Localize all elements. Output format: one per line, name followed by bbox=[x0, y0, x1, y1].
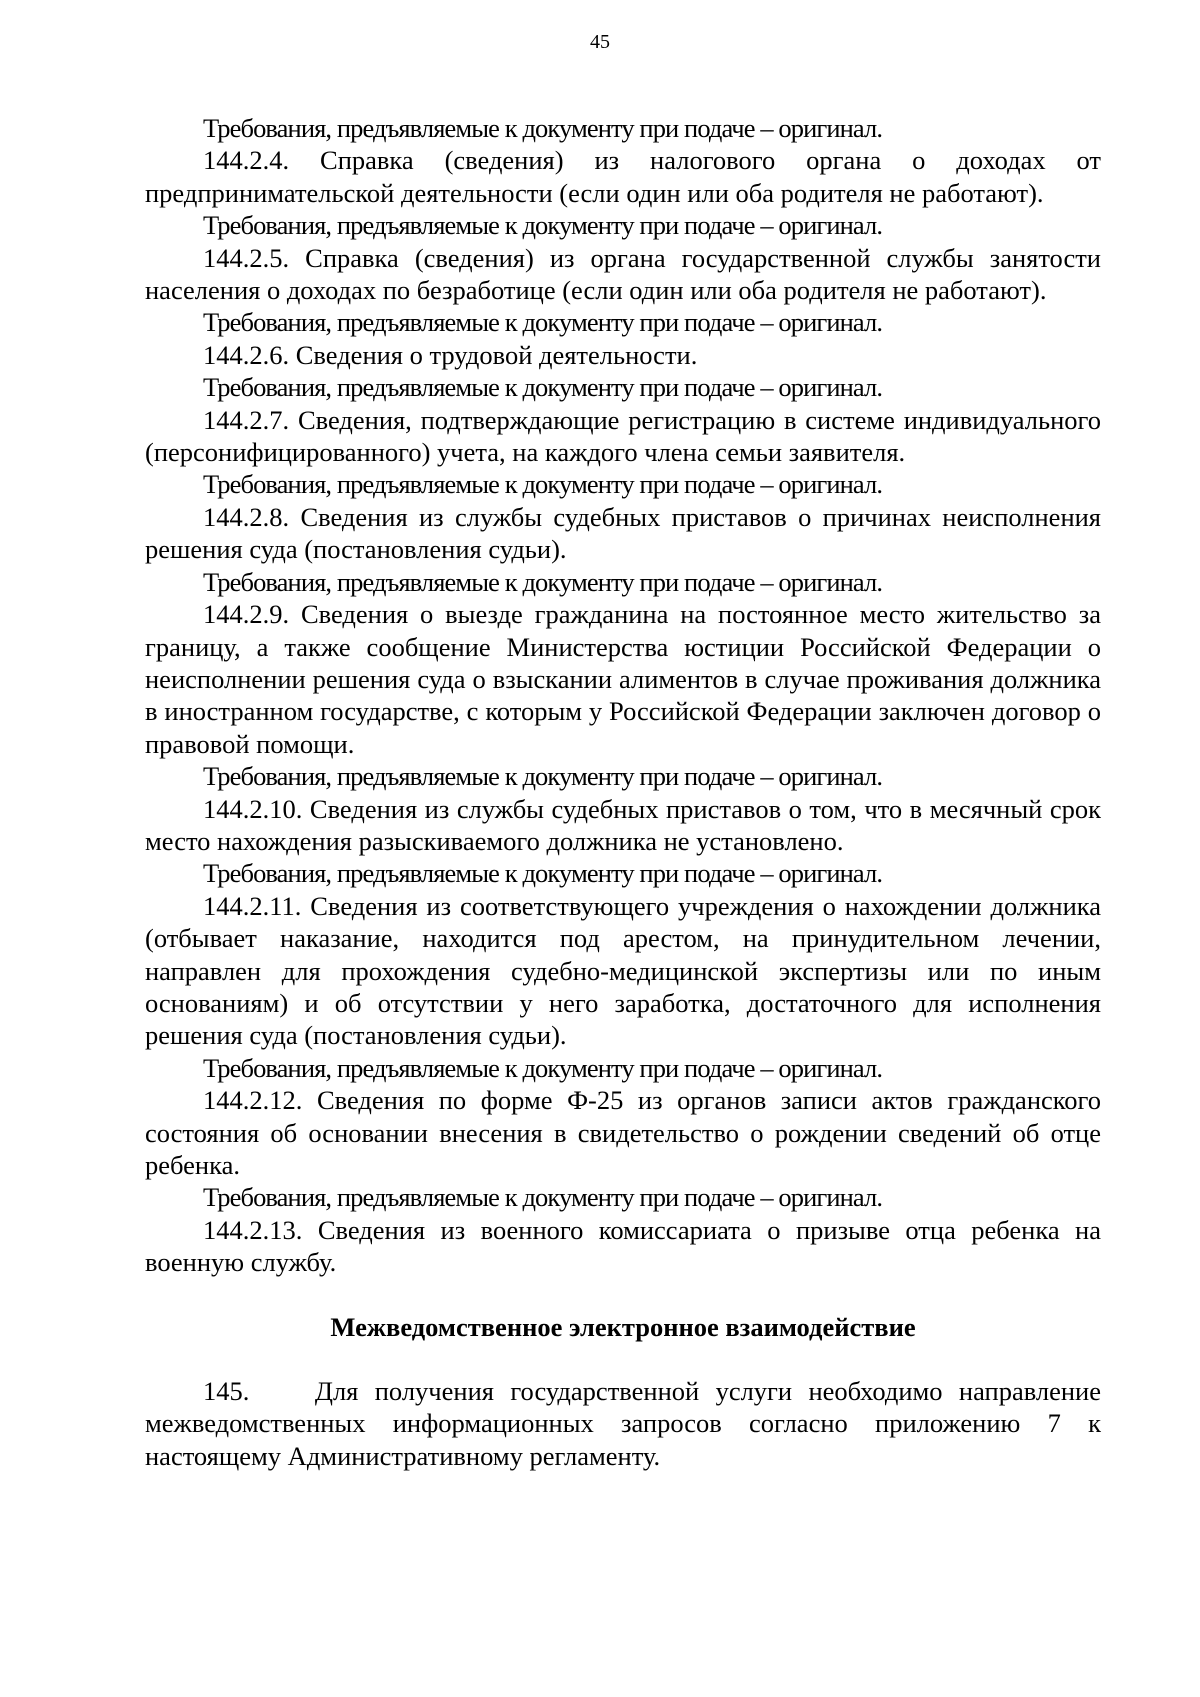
document-paragraph: 144.2.6. Сведения о трудовой деятельности. bbox=[203, 339, 698, 370]
document-paragraph: 144.2.4. Справка (сведения) из налогового органа о доходах от предпринимательской деятельности (если один или оба родителя не работают). bbox=[145, 145, 1101, 208]
requirement-line: Требования, предъявляемые к документу при подаче – оригинал. bbox=[203, 1182, 883, 1213]
document-paragraph: 144.2.5. Справка (сведения) из органа государственной службы занятости населения о доходах по безработице (если один или оба родителя не работают). bbox=[145, 242, 1101, 306]
document-body bbox=[145, 112, 1108, 1472]
page-number: 45 bbox=[590, 31, 610, 53]
document-paragraph: 144.2.12. Сведения по форме Ф-25 из органов записи актов гражданского состояния об основании внесения в свидетельство о рождении сведений об отце ребенка. bbox=[145, 1085, 1101, 1180]
paragraph-145: 145. Для получения государственной услуги необходимо направление межведомственных информационных запросов согласно приложению 7 к настоящему Административному регламенту. bbox=[145, 1376, 1108, 1471]
section-heading: Межведомственное электронное взаимодействие bbox=[330, 1311, 916, 1342]
document-paragraph: 144.2.13. Сведения из военного комиссариата о призыве отца ребенка на военную службу. bbox=[145, 1214, 1101, 1278]
requirements-list bbox=[145, 112, 1101, 1279]
requirement-line: Требования, предъявляемые к документу при подаче – оригинал. bbox=[203, 113, 883, 143]
requirement-line: Требования, предъявляемые к документу при подаче – оригинал. bbox=[203, 307, 883, 338]
requirement-line: Требования, предъявляемые к документу при подаче – оригинал. bbox=[203, 372, 883, 403]
document-paragraph: 144.2.7. Сведения, подтверждающие регистрацию в системе индивидуального (персонифицированного) учета, на каждого члена семьи заявителя. bbox=[145, 404, 1101, 468]
document-paragraph: 144.2.9. Сведения о выезде гражданина на постоянное место жительство за границу, а также сообщение Министерства юстиции Российской Федерации о неисполнении решения суда о взыскании алиментов в случае проживания должника в иностранном государстве, с которым у Российской Федерации заключен договор о правовой помощи. bbox=[145, 599, 1101, 759]
requirement-line: Требования, предъявляемые к документу при подаче – оригинал. bbox=[203, 761, 883, 792]
requirement-line: Требования, предъявляемые к документу при подаче – оригинал. bbox=[203, 858, 883, 889]
requirement-line: Требования, предъявляемые к документу при подаче – оригинал. bbox=[203, 1052, 883, 1083]
requirement-line: Требования, предъявляемые к документу при подаче – оригинал. bbox=[203, 210, 883, 241]
document-paragraph: 144.2.8. Сведения из службы судебных приставов о причинах неисполнения решения суда (постановления судьи). bbox=[145, 501, 1101, 565]
document-paragraph: 144.2.11. Сведения из соответствующего учреждения о нахождении должника (отбывает наказание, находится под арестом, на принудительном лечении, направлен для прохождения судебно-медицинской экспертизы или по иным основаниям) и об отсутствии у него заработка, достаточного для исполнения решения суда (постановления судьи). bbox=[145, 890, 1101, 1051]
requirement-line: Требования, предъявляемые к документу при подаче – оригинал. bbox=[203, 469, 883, 500]
document-paragraph: 144.2.10. Сведения из службы судебных приставов о том, что в месячный срок место нахождения разыскиваемого должника не установлено. bbox=[145, 793, 1101, 856]
requirement-line: Требования, предъявляемые к документу при подаче – оригинал. bbox=[203, 566, 883, 597]
